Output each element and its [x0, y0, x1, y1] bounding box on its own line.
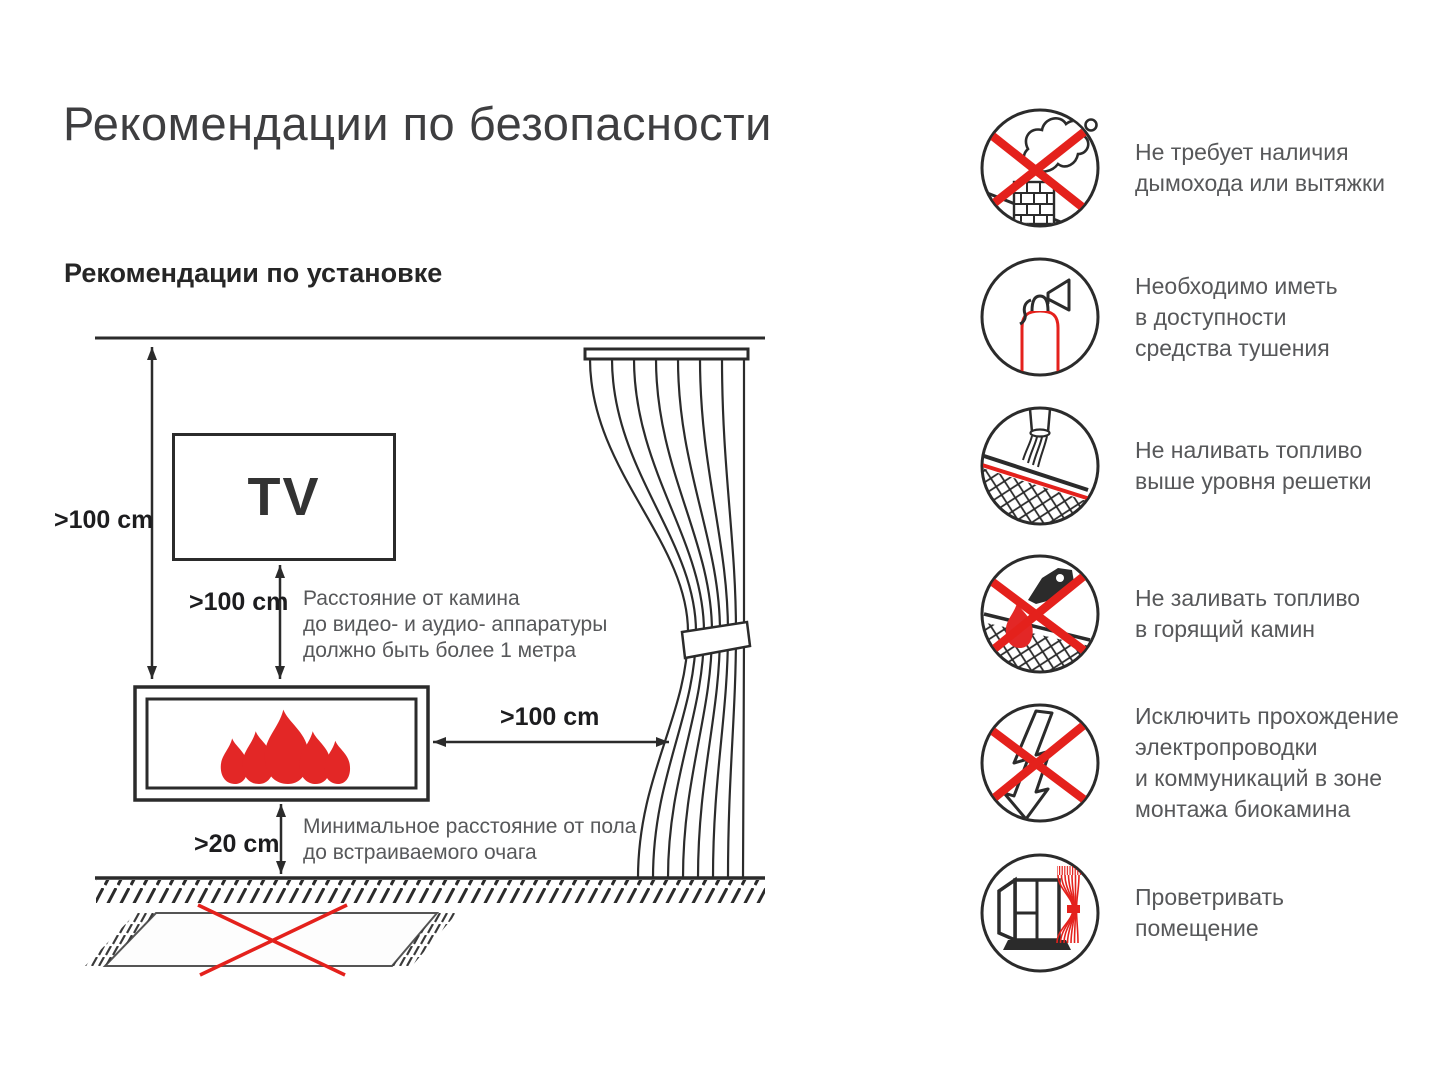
- safety-item-extinguisher: [978, 255, 1438, 379]
- tv-box: [172, 433, 396, 561]
- curtain-tie: [682, 622, 750, 658]
- safety-item-ventilate: [978, 851, 1438, 975]
- safety-line: монтажа биокамина: [1135, 796, 1351, 822]
- tv-distance-note: [303, 586, 607, 664]
- section-subtitle: Рекомендации по установке: [64, 258, 443, 288]
- no-rug: [85, 905, 457, 975]
- safety-line: Не требует наличия: [1135, 139, 1349, 165]
- safety-line: электропроводки: [1135, 734, 1318, 760]
- safety-line: и коммуникаций в зоне: [1135, 765, 1383, 791]
- safety-item-no-refuel: [978, 552, 1438, 676]
- tv-label: TV: [247, 467, 321, 527]
- safety-item-no-chimney: [978, 106, 1438, 230]
- safety-line: Не наливать топливо: [1135, 437, 1363, 463]
- fire-extinguisher-icon: [978, 255, 1102, 379]
- note-line: должно быть более 1 метра: [303, 639, 576, 662]
- safety-item-text: [1135, 137, 1385, 199]
- dim-label-floor-gap: >20 cm: [194, 830, 280, 858]
- safety-line: в горящий камин: [1135, 616, 1316, 642]
- chimney: [1014, 182, 1054, 224]
- safety-item-no-wiring: [978, 701, 1438, 825]
- floor-distance-note: [303, 814, 636, 866]
- floor: [95, 878, 765, 903]
- no-wiring-icon: [978, 701, 1102, 825]
- safety-line: Необходимо иметь: [1135, 272, 1338, 299]
- safety-item-text: [1135, 882, 1284, 944]
- safety-item-no-overfill: [978, 404, 1438, 528]
- note-line: Расстояние от камина: [303, 587, 520, 610]
- dim-label-wall-height: >100 cm: [54, 506, 154, 534]
- no-overfill-icon: [978, 404, 1102, 528]
- no-chimney-icon: [978, 106, 1102, 230]
- ventilate-icon: [978, 851, 1102, 975]
- page-title: Рекомендации по безопасности: [63, 97, 772, 150]
- dim-label-curtain-gap: >100 cm: [500, 703, 600, 731]
- safety-item-text: [1135, 271, 1338, 364]
- no-refuel-burning-icon: [978, 552, 1102, 676]
- safety-line: выше уровня решетки: [1135, 468, 1372, 494]
- safety-line: Проветривать: [1135, 884, 1285, 910]
- safety-line: средства тушения: [1135, 334, 1330, 361]
- safety-line: помещение: [1135, 915, 1259, 941]
- safety-item-text: [1135, 701, 1399, 825]
- safety-item-text: [1135, 435, 1371, 497]
- note-line: до встраиваемого очага: [303, 841, 537, 864]
- safety-line: Не заливать топливо: [1135, 585, 1361, 611]
- dim-label-tv-gap: >100 cm: [189, 588, 289, 616]
- fireplace-box: [135, 687, 428, 800]
- safety-line: в доступности: [1135, 303, 1287, 330]
- safety-item-text: [1135, 583, 1360, 645]
- fuel-stream: [1023, 436, 1047, 467]
- note-line: Минимальное расстояние от пола: [303, 815, 637, 838]
- safety-line: Исключить прохождение: [1135, 703, 1399, 729]
- safety-line: дымохода или вытяжки: [1135, 170, 1385, 196]
- curtain: [585, 349, 750, 878]
- curtain-rod: [585, 349, 748, 359]
- note-line: до видео- и аудио- аппаратуры: [303, 613, 608, 636]
